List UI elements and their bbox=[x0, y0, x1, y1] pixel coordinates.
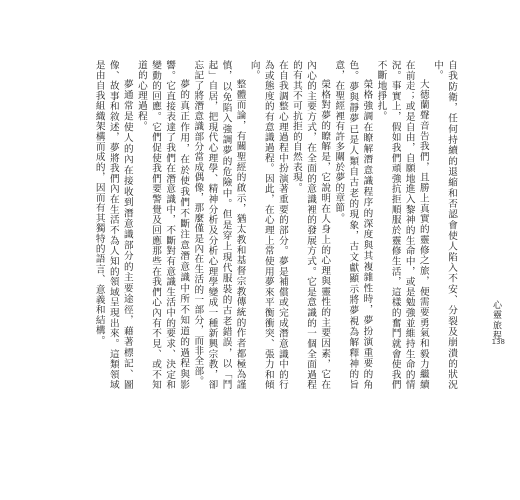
paragraph: 夢通常是使人的內在接收到潛意識部分的主要途徑，藉著標記、圖像、故事和敘述，夢將我們內在生活不為人知的領域呈現出來。這類領域是由自我組織架構而成的，因而有其獨特的語言、意義和結構。 bbox=[93, 60, 133, 390]
paragraph: 榮格強調在瞭解潛意識程序的深度與其複雜性時，夢扮演重要的角色。夢與靜夢已是人類自古老的現象，古文獻顯示將夢視為解釋神的旨意，在聖經裡有許多關於夢的章節。 bbox=[333, 60, 373, 390]
running-title: 心靈旅程 bbox=[491, 300, 501, 341]
page-number: 138 bbox=[491, 338, 505, 346]
paragraph: 大德蘭聲音告我們，且勝上真實的靈修之旅，便需要勇氣和毅力繼續在前走；或是自由，自願地進入黎神的生命中，或是勉強並維持生命的情況。事實上，假如我們頑強抗拒順服於靈修生活，這樣的奮鬥就會使我們不斷地掙扎。 bbox=[375, 60, 429, 390]
page-body-text bbox=[64, 60, 458, 390]
paragraph: 在自我調整心理過程中扮演著重要的部分。夢是補償或完成潛意識中的行為或態度的有意識過程。因此，在心理上常使用夢來平衡衝突、張力和傾向。 bbox=[248, 60, 288, 390]
paragraph: 榮格對夢的瞭解是，它說明在人身上的心理與靈性的主要因素，它在內心的主要方式，在全面的意識裡的發展方式。它是意識的一個全面過程的有其不可抗拒的自然表現。 bbox=[290, 60, 331, 390]
paragraph: 自我防衛，任何持續的退縮和否認會使人陷入不安、分裂及崩潰的狀況中。 bbox=[431, 60, 457, 390]
paragraph: 夢的真正作用，在於使我們不斷注意潛意識中所不知道的過程與影響。它直接表達了我們在潛意識中，不斷對有意識生活中的要求、決定和變動的回應。它們促使我們要警覺及回應那些在我們心內有不見、或不知道的心理過程。 bbox=[135, 60, 190, 390]
paragraph: 整體而論，有關聖經的啟示，猶太教和基督宗教傳統的作者都極為謹慎，以免陷入強調夢的危險中。但是穿上現代服裝的古老錯誤，以「鬥起」自居，把現代心理學、精神分析及分析心理學變成一種新興宗教，卻忘記了將潛意識部分當成偶像，那麼僅是內在生活的一部分，而非全部。 bbox=[192, 60, 246, 390]
